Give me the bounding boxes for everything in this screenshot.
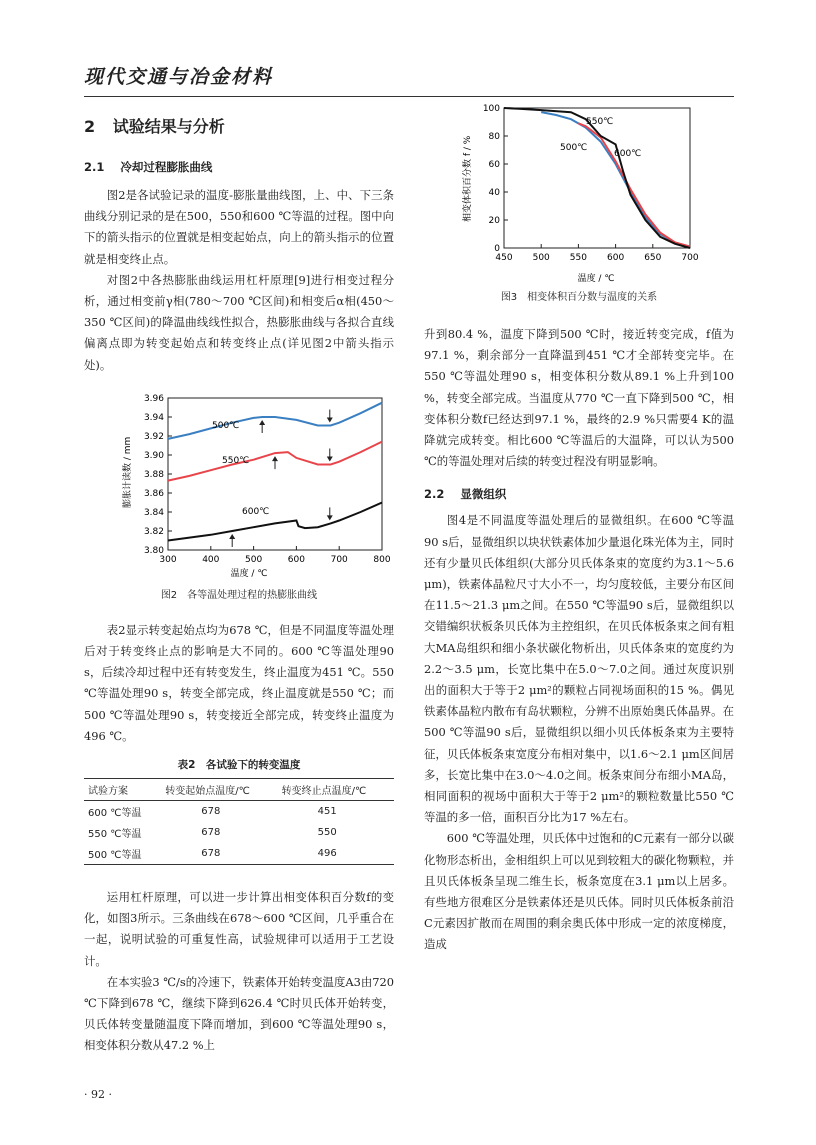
end-arrow-head xyxy=(259,420,265,425)
paragraph: 对图2中各热膨胀曲线运用杠杆原理[9]进行相变过程分析，通过相变前γ相(780～700 ℃区间)和相变后α相(450～350 ℃区间)的降温曲线线性拟合，热膨胀曲线与各拟合直线偏离点即为转变起始点和转变终止点(详见图2中箭头指示处)。 xyxy=(84,272,394,372)
fig2-caption: 图2 各等温处理过程的热膨胀曲线 xyxy=(160,589,318,601)
table2 xyxy=(84,778,394,865)
paragraph: 600 ℃等温处理，贝氏体中过饱和的C元素有一部分以碳化物形态析出，金相组织上可以见到较粗大的碳化物颗粒，并且贝氏体板条呈现二维生长，板条宽度在3.1 μm以上居多。有些地方很难区分是铁素体还是贝氏体。同时贝氏体板条前沿C元素因扩散而在周围的剩余奥氏体中形成一定的浓度梯度，造成 xyxy=(424,831,734,952)
table-row xyxy=(84,801,394,823)
table-cell: 678 xyxy=(201,806,221,818)
section-heading xyxy=(84,114,394,137)
journal-title: 现代交通与冶金材料 xyxy=(84,66,274,88)
table-cell: 600 ℃等温 xyxy=(88,808,142,820)
y-tick-label: 60 xyxy=(488,160,500,170)
series-line-600℃ xyxy=(504,108,690,248)
fig2-xlabel: 温度 / ℃ xyxy=(230,568,268,579)
series-line-500℃ xyxy=(168,403,382,439)
x-tick-label: 800 xyxy=(373,554,391,565)
fig3-chart xyxy=(424,104,734,286)
x-tick-label: 500 xyxy=(532,253,550,263)
fig3-label-600: 600℃ xyxy=(614,149,642,159)
y-tick-label: 0 xyxy=(494,244,500,254)
fig2-chart xyxy=(84,390,394,580)
section-number: 2 xyxy=(84,117,96,136)
figure-2 xyxy=(84,390,394,608)
fig3-label-500: 500℃ xyxy=(560,143,588,153)
subsection-heading xyxy=(424,486,734,502)
x-tick-label: 600 xyxy=(607,253,625,263)
subsection-number: 2.2 xyxy=(424,487,445,502)
x-tick-label: 550 xyxy=(569,253,587,263)
table-row xyxy=(84,843,394,865)
paragraph: 图4是不同温度等温处理后的显微组织。在600 ℃等温90 s后，显微组织以块状铁素体加少量退化珠光体为主，同时还有少量贝氏体组织(大部分贝氏体条束的宽度约为3.1～5.6 μm)，铁素体晶粒尺寸大小不一，均匀度较低，主要分布区间在11.5～21.3 μm之间。在550 ℃等温90 s后，显微组织以交错编织状板条贝氏体为主控组织，在贝氏体板条束之间有粗大MA岛组织和细小条状碳化物析出，贝氏体条束的宽度约为2.2～3.5 μm，长宽比集中在5.0～7.0之间。通过灰度识别出的面积大于等于2 μm²的颗粒占同视场面积的15 %。偶见铁素体晶粒内散布有岛状颗粒，分辨不出原始奥氏体晶界。在500 ℃等温90 s后，显微组织以细小贝氏体板条束为主要特征，贝氏体板条束宽度分布相对集中，以1.6～2.1 μm区间居多，长宽比集中在3.0～4.0之间。板条束间分布细小MA岛，相同面积的视场中面积大于等于2 μm²的颗粒数量比550 ℃等温的多一倍，面积百分比为17 %左右。 xyxy=(424,513,734,825)
start-arrow-head xyxy=(327,515,333,520)
table-header: 转变起始点温度/℃ xyxy=(165,786,250,798)
x-tick-label: 300 xyxy=(159,554,177,565)
x-tick-label: 650 xyxy=(644,253,662,263)
table-header: 试验方案 xyxy=(88,786,128,798)
y-tick-label: 3.92 xyxy=(143,431,164,442)
subsection-title: 冷却过程膨胀曲线 xyxy=(120,160,213,174)
end-arrow-head xyxy=(272,456,278,461)
table-cell: 451 xyxy=(317,806,337,818)
y-tick-label: 3.80 xyxy=(143,545,164,556)
series-line-600℃ xyxy=(168,502,382,540)
start-arrow-head xyxy=(327,417,333,422)
fig2-ylabel: 膨胀计读数 / mm xyxy=(123,436,133,508)
x-tick-label: 400 xyxy=(202,554,220,565)
subsection-number: 2.1 xyxy=(84,160,105,174)
start-arrow-head xyxy=(327,456,333,461)
y-tick-label: 3.96 xyxy=(143,393,164,404)
paragraph: 表2显示转变起始点均为678 ℃，但是不同温度等温处理后对于转变终止点的影响是大不同的。600 ℃等温处理90 s，后续冷却过程中还有转变发生，终止温度为451 ℃。550 ℃等温处理90 s，转变全部完成，终止温度就是550 ℃；而500 ℃等温处理90 s，转变接近全部完成，转变终止温度为496 ℃。 xyxy=(84,622,394,743)
fig3-label-550: 550℃ xyxy=(586,117,614,127)
table-cell: 496 xyxy=(317,848,337,860)
table-cell: 500 ℃等温 xyxy=(88,850,142,862)
subsection-heading xyxy=(84,159,394,175)
x-tick-label: 600 xyxy=(287,554,305,565)
table-cell: 550 xyxy=(317,827,337,839)
table-header: 转变终止点温度/℃ xyxy=(281,786,367,798)
series-line-500℃ xyxy=(541,112,690,247)
fig2-label-500: 500℃ xyxy=(212,420,240,431)
y-tick-label: 40 xyxy=(488,188,500,198)
paragraph: 升到80.4 %，温度下降到500 ℃时，接近转变完成，f值为97.1 %，剩余部分一直降温到451 ℃才全部转变完毕。在550 ℃等温处理90 s，相变体积分数从89.1 %上升到100 %，转变全部完成。当温度从770 ℃一直下降到500 ℃，相变体积分数f已经达到97.1 %，最终的2.9 %只需要4 K的温降就完成转变。相比600 ℃等温后的大温降，可以认为500 ℃的等温处理对后续的转变过程没有明显影响。 xyxy=(424,327,734,469)
paragraph: 运用杠杆原理，可以进一步计算出相变体积百分数f的变化，如图3所示。三条曲线在678～600 ℃区间，几乎重合在一起，说明试验的可重复性高，试验规律可以适用于工艺设计。 xyxy=(84,890,394,968)
fig3-caption: 图3 相变体积百分数与温度的关系 xyxy=(500,292,658,303)
right-column xyxy=(424,104,734,956)
section-title: 试验结果与分析 xyxy=(112,117,225,136)
table-header-row xyxy=(84,779,394,801)
fig3-xlabel: 温度 / ℃ xyxy=(577,274,615,284)
y-tick-label: 3.82 xyxy=(143,526,164,537)
x-tick-label: 450 xyxy=(495,253,513,263)
fig3-ylabel: 相变体积百分数 f / % xyxy=(463,135,473,222)
x-tick-label: 700 xyxy=(681,253,699,263)
paragraph: 在本实验3 ℃/s的冷速下，铁素体开始转变温度A3由720 ℃下降到678 ℃，继续下降到626.4 ℃时贝氏体开始转变，贝氏体转变量随温度下降而增加，到600 ℃等温处理90 s，相变体积分数从47.2 %上 xyxy=(84,974,394,1053)
y-tick-label: 3.90 xyxy=(143,450,164,461)
figure-3 xyxy=(424,104,734,316)
x-tick-label: 700 xyxy=(330,554,348,565)
fig2-label-550: 550℃ xyxy=(222,455,250,466)
table-cell: 678 xyxy=(201,848,221,860)
y-tick-label: 3.88 xyxy=(143,469,164,480)
y-tick-label: 80 xyxy=(488,132,500,142)
page-number: · 92 · xyxy=(84,1088,112,1101)
paragraph: 图2是各试验记录的温度-膨胀量曲线图，上、中、下三条曲线分别记录的是在500，550和600 ℃等温的过程。图中向下的箭头指示的位置就是相变起始点，向上的箭头指示的位置就是相变终止点。 xyxy=(84,188,394,266)
table-cell: 678 xyxy=(201,827,221,839)
y-tick-label: 20 xyxy=(488,216,500,226)
left-column xyxy=(84,108,394,1057)
table2-caption: 表2 各试验下的转变温度 xyxy=(177,759,301,772)
header-rule xyxy=(84,96,734,97)
y-tick-label: 3.86 xyxy=(143,488,164,499)
subsection-title: 显微组织 xyxy=(460,487,507,502)
fig2-label-600: 600℃ xyxy=(242,506,270,517)
series-line-550℃ xyxy=(578,123,690,246)
y-tick-label: 100 xyxy=(482,104,500,114)
y-tick-label: 3.84 xyxy=(143,507,164,518)
y-tick-label: 3.94 xyxy=(143,412,164,423)
table-cell: 550 ℃等温 xyxy=(88,829,142,841)
x-tick-label: 500 xyxy=(245,554,263,565)
table-row xyxy=(84,822,394,843)
plot-frame xyxy=(504,108,690,248)
end-arrow-head xyxy=(229,534,235,539)
